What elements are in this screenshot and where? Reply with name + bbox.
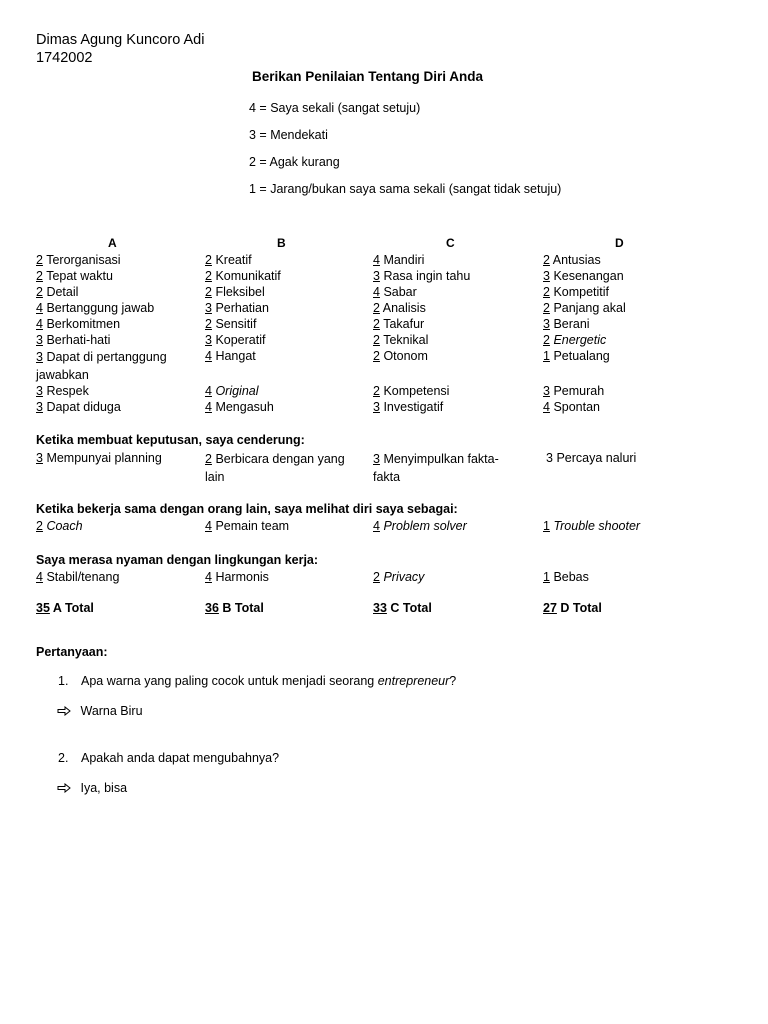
trait-score: 3 [373, 400, 380, 414]
trait-label: Original [215, 384, 259, 398]
trait-item-a [36, 332, 201, 348]
trait-item-c [373, 332, 538, 348]
trait-item-a [36, 383, 201, 399]
trait-score: 3 [373, 269, 380, 283]
trait-score: 3 [36, 384, 43, 398]
trait-score: 2 [205, 285, 212, 299]
trait-label: Sabar [383, 285, 417, 299]
trait-score: 2 [205, 253, 212, 267]
trait-item-b [205, 284, 370, 300]
environment-item: 1 Bebas [543, 570, 589, 584]
trait-item-a [36, 316, 201, 332]
trait-score: 4 [205, 384, 212, 398]
trait-score: 2 [36, 253, 43, 267]
environment-item: 2 Privacy [373, 570, 425, 584]
trait-score: 4 [205, 349, 212, 363]
trait-score: 2 [373, 333, 380, 347]
trait-score: 2 [205, 269, 212, 283]
environment-item: 4 Stabil/tenang [36, 570, 120, 584]
trait-score: 4 [373, 285, 380, 299]
trait-score: 2 [36, 285, 43, 299]
trait-item-d [543, 284, 708, 300]
teamwork-item: 1 Trouble shooter [543, 519, 641, 533]
question-2: Apakah anda dapat mengubahnya? [81, 751, 280, 765]
trait-label: Detail [46, 285, 79, 299]
trait-item-d [543, 252, 708, 268]
trait-label: Spontan [553, 400, 601, 414]
trait-item-c [373, 383, 538, 399]
trait-label: Kesenangan [553, 269, 624, 283]
trait-label: Petualang [553, 349, 610, 363]
trait-item-c [373, 316, 538, 332]
trait-score: 2 [543, 253, 550, 267]
trait-item-a [36, 284, 201, 300]
trait-item-d [543, 316, 708, 332]
trait-score: 4 [205, 400, 212, 414]
environment-section-title: Saya merasa nyaman dengan lingkungan kerja: [36, 553, 319, 567]
trait-label: Bertanggung jawab [46, 301, 155, 315]
trait-item-b [205, 399, 370, 415]
trait-label: Takafur [383, 317, 425, 331]
trait-item-c [373, 348, 538, 364]
trait-label: Analisis [382, 301, 426, 315]
environment-item: 4 Harmonis [205, 570, 269, 584]
trait-label: Fleksibel [215, 285, 265, 299]
trait-label: Kompetensi [383, 384, 450, 398]
arrow-right-icon [57, 706, 71, 716]
trait-score: 3 [36, 350, 43, 364]
question-2-number: 2. [58, 751, 69, 765]
trait-label: Komunikatif [215, 269, 281, 283]
trait-label: Koperatif [215, 333, 266, 347]
question-1-number: 1. [58, 674, 69, 688]
total-c: 33 C Total [373, 601, 432, 615]
trait-item-b [205, 348, 370, 364]
column-header-c: C [446, 236, 455, 250]
scale-item-2: 2 = Agak kurang [249, 155, 340, 169]
scale-item-3: 3 = Mendekati [249, 128, 328, 142]
trait-label: Kreatif [215, 253, 252, 267]
page-title: Berikan Penilaian Tentang Diri Anda [252, 69, 484, 84]
student-id: 1742002 [36, 50, 93, 66]
decision-section-title: Ketika membuat keputusan, saya cenderung: [36, 433, 305, 447]
trait-label: Perhatian [215, 301, 269, 315]
teamwork-item: 4 Problem solver [373, 519, 467, 533]
trait-label: Sensitif [215, 317, 257, 331]
total-b: 36 B Total [205, 601, 264, 615]
column-header-a: A [108, 236, 117, 250]
total-a: 35 A Total [36, 601, 94, 615]
decision-item: 2 Berbicara dengan yang lain [205, 452, 345, 484]
trait-item-d [543, 300, 708, 316]
trait-label: Dapat diduga [46, 400, 121, 414]
trait-score: 2 [373, 301, 380, 315]
trait-item-a [36, 300, 201, 316]
trait-score: 4 [373, 253, 380, 267]
trait-item-d [543, 348, 708, 364]
answer-1: Warna Biru [57, 704, 143, 718]
trait-label: Dapat di pertanggung jawabkan [36, 350, 167, 382]
question-1: Apa warna yang paling cocok untuk menjadi seorang entrepreneur? [81, 674, 457, 688]
trait-label: Berhati-hati [46, 333, 111, 347]
trait-label: Mandiri [383, 253, 425, 267]
trait-item-d [543, 383, 708, 399]
trait-score: 3 [36, 333, 43, 347]
trait-label: Berani [553, 317, 590, 331]
arrow-right-icon [57, 783, 71, 793]
teamwork-item: 4 Pemain team [205, 519, 290, 533]
trait-score: 2 [543, 333, 550, 347]
trait-label: Teknikal [383, 333, 429, 347]
trait-score: 3 [543, 317, 550, 331]
trait-item-a [36, 252, 201, 268]
trait-label: Panjang akal [553, 301, 626, 315]
trait-item-c [373, 268, 538, 284]
trait-score: 2 [373, 349, 380, 363]
trait-score: 2 [373, 317, 380, 331]
trait-label: Antusias [552, 253, 601, 267]
trait-score: 2 [543, 285, 550, 299]
trait-score: 4 [543, 400, 550, 414]
trait-score: 3 [205, 301, 212, 315]
decision-item: 3 Menyimpulkan fakta-fakta [373, 452, 499, 484]
trait-item-a [36, 399, 201, 415]
trait-item-d [543, 399, 708, 415]
column-header-b: B [277, 236, 286, 250]
trait-item-d [543, 268, 708, 284]
trait-label: Respek [46, 384, 89, 398]
teamwork-section-title: Ketika bekerja sama dengan orang lain, saya melihat diri saya sebagai: [36, 502, 458, 516]
trait-label: Berkomitmen [46, 317, 121, 331]
trait-item-b [205, 383, 370, 399]
trait-score: 1 [543, 349, 550, 363]
trait-score: 3 [543, 384, 550, 398]
trait-label: Terorganisasi [46, 253, 121, 267]
trait-label: Pemurah [553, 384, 605, 398]
trait-item-b [205, 332, 370, 348]
total-d: 27 D Total [543, 601, 602, 615]
trait-item-b [205, 300, 370, 316]
trait-score: 2 [36, 269, 43, 283]
trait-item-b [205, 252, 370, 268]
trait-item-b [205, 268, 370, 284]
trait-item-a [36, 268, 201, 284]
trait-label: Energetic [553, 333, 607, 347]
trait-score: 3 [205, 333, 212, 347]
trait-item-b [205, 316, 370, 332]
teamwork-item: 2 Coach [36, 519, 83, 533]
scale-item-4: 4 = Saya sekali (sangat setuju) [249, 101, 421, 115]
trait-label: Kompetitif [553, 285, 610, 299]
trait-score: 3 [36, 400, 43, 414]
trait-item-a [36, 348, 201, 384]
trait-item-c [373, 399, 538, 415]
trait-item-d [543, 332, 708, 348]
trait-item-c [373, 284, 538, 300]
trait-score: 2 [205, 317, 212, 331]
trait-label: Otonom [383, 349, 428, 363]
trait-item-c [373, 300, 538, 316]
trait-label: Investigatif [383, 400, 444, 414]
trait-label: Rasa ingin tahu [383, 269, 471, 283]
column-header-d: D [615, 236, 624, 250]
answer-2: Iya, bisa [57, 781, 127, 795]
decision-item: 3 Mempunyai planning [36, 451, 162, 465]
trait-score: 4 [36, 317, 43, 331]
scale-item-1: 1 = Jarang/bukan saya sama sekali (sangat tidak setuju) [249, 182, 562, 196]
author-name: Dimas Agung Kuncoro Adi [36, 32, 205, 48]
trait-score: 4 [36, 301, 43, 315]
trait-label: Hangat [215, 349, 256, 363]
decision-item: 3 Percaya naluri [546, 451, 637, 465]
trait-score: 2 [373, 384, 380, 398]
trait-label: Mengasuh [215, 400, 274, 414]
trait-score: 2 [543, 301, 550, 315]
trait-label: Tepat waktu [46, 269, 113, 283]
questions-heading: Pertanyaan: [36, 645, 108, 659]
trait-item-c [373, 252, 538, 268]
trait-score: 3 [543, 269, 550, 283]
